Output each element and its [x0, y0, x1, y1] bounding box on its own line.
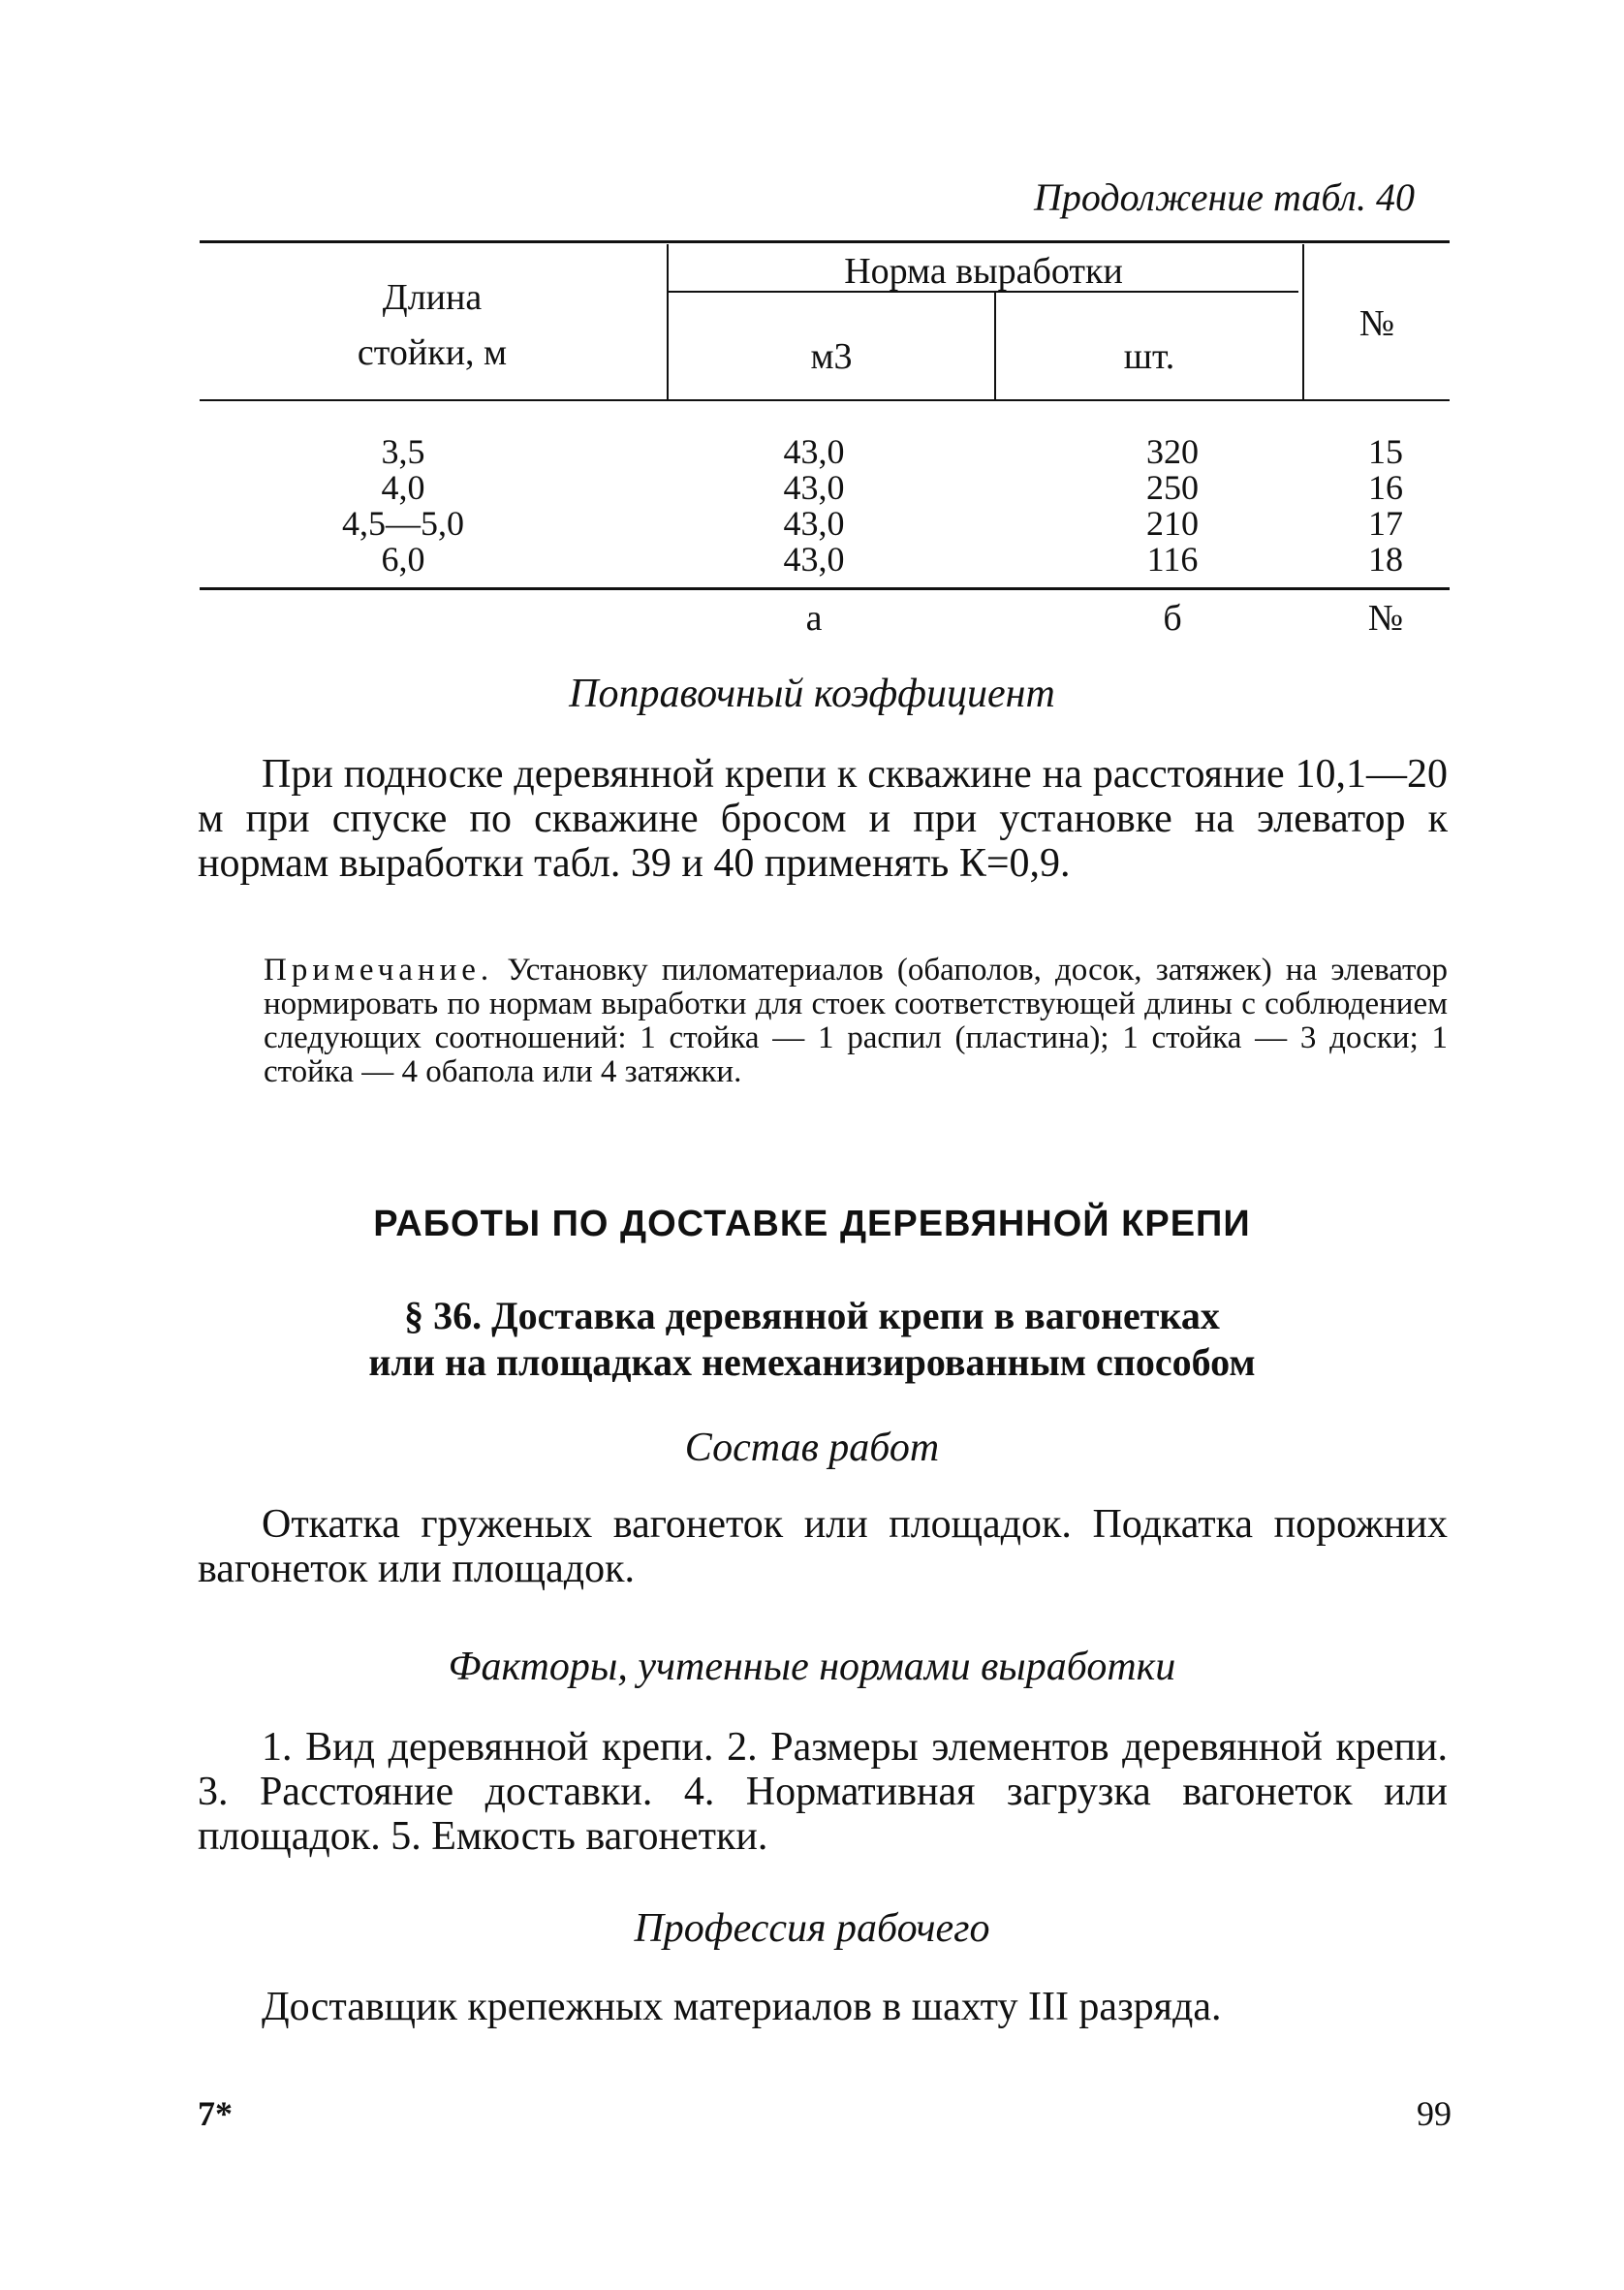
table-footer-b: б — [1163, 598, 1182, 639]
table-cell-length: 4,0 — [381, 468, 425, 507]
header-no: № — [1359, 303, 1395, 344]
work-text — [198, 1502, 1448, 1591]
note-label: Примечание. — [264, 953, 494, 988]
work-heading: Состав работ — [684, 1426, 940, 1470]
header-length-line1: Длина — [382, 277, 483, 318]
table-bottom-rule — [200, 587, 1450, 590]
table-cell-m3: 43,0 — [783, 504, 845, 543]
section-title: РАБОТЫ ПО ДОСТАВКЕ ДЕРЕВЯННОЙ КРЕПИ — [373, 1204, 1251, 1244]
table-cell-m3: 43,0 — [783, 432, 845, 471]
work-text-content: Откатка груженых вагонеток или площадок. Подкатка порожних вагонеток или площадок. — [198, 1502, 1448, 1591]
profession-heading: Профессия рабочего — [634, 1906, 990, 1951]
table-top-rule — [200, 240, 1450, 243]
table-cell-no: 15 — [1368, 432, 1403, 471]
table-cell-pcs: 250 — [1146, 468, 1199, 507]
profession-text — [198, 1985, 1448, 2029]
table-cell-m3: 43,0 — [783, 468, 845, 507]
factors-text — [198, 1725, 1448, 1859]
paragraph-title-line2: или на площадках немеханизированным способом — [368, 1340, 1256, 1384]
table-cell-no: 16 — [1368, 468, 1403, 507]
table-cell-no: 18 — [1368, 540, 1403, 579]
table-footer-a: а — [805, 598, 823, 639]
table-header-rule — [200, 399, 1450, 401]
header-m3: м3 — [810, 336, 853, 377]
table-footer-no: № — [1367, 598, 1404, 639]
page-number: 99 — [1417, 2094, 1452, 2133]
header-pcs: шт. — [1123, 336, 1175, 377]
factors-heading: Факторы, учтенные нормами выработки — [448, 1645, 1176, 1689]
table-cell-m3: 43,0 — [783, 540, 845, 579]
header-length-line2: стойки, м — [357, 332, 508, 373]
table-cell-pcs: 116 — [1146, 540, 1199, 579]
paragraph-title-line1: § 36. Доставка деревянной крепи в вагонетках — [404, 1294, 1220, 1337]
profession-text-content: Доставщик крепежных материалов в шахту III разряда. — [262, 1985, 1222, 2029]
signature-mark: 7* — [198, 2094, 233, 2133]
correction-text — [198, 752, 1448, 886]
correction-text-content: При подноске деревянной крепи к скважине на расстояние 10,1—20 м при спуске по скважине бросом и при установке на элеватор к нормам выработки табл. 39 и 40 применять К=0,9. — [198, 752, 1448, 886]
table-cell-pcs: 210 — [1146, 504, 1199, 543]
table-cell-length: 3,5 — [381, 432, 425, 471]
header-norm: Норма выработки — [844, 251, 1123, 292]
note — [264, 954, 1448, 1089]
table-cell-no: 17 — [1368, 504, 1403, 543]
table-continuation-label: Продолжение табл. 40 — [1033, 175, 1415, 219]
table-cell-pcs: 320 — [1146, 432, 1199, 471]
factors-text-content: 1. Вид деревянной крепи. 2. Размеры элементов деревянной крепи. 3. Расстояние доставки. 4. Нормативная загрузка вагонеток или площадок. 5. Емкость вагонетки. — [198, 1725, 1448, 1859]
table-cell-length: 6,0 — [381, 540, 425, 579]
correction-heading: Поправочный коэффициент — [569, 672, 1055, 716]
note-text: Установку пиломатериалов (обаполов, досок, затяжек) на элеватор нормировать по нормам выработки для стоек соответствующей длины с соблюдением следующих соотношений: 1 стойка — 1 распил (пластина); 1 стойка — 3 доски; 1 стойка — 4 обапола или 4 затяжки. — [264, 953, 1448, 1089]
table-cell-length: 4,5—5,0 — [342, 504, 464, 543]
